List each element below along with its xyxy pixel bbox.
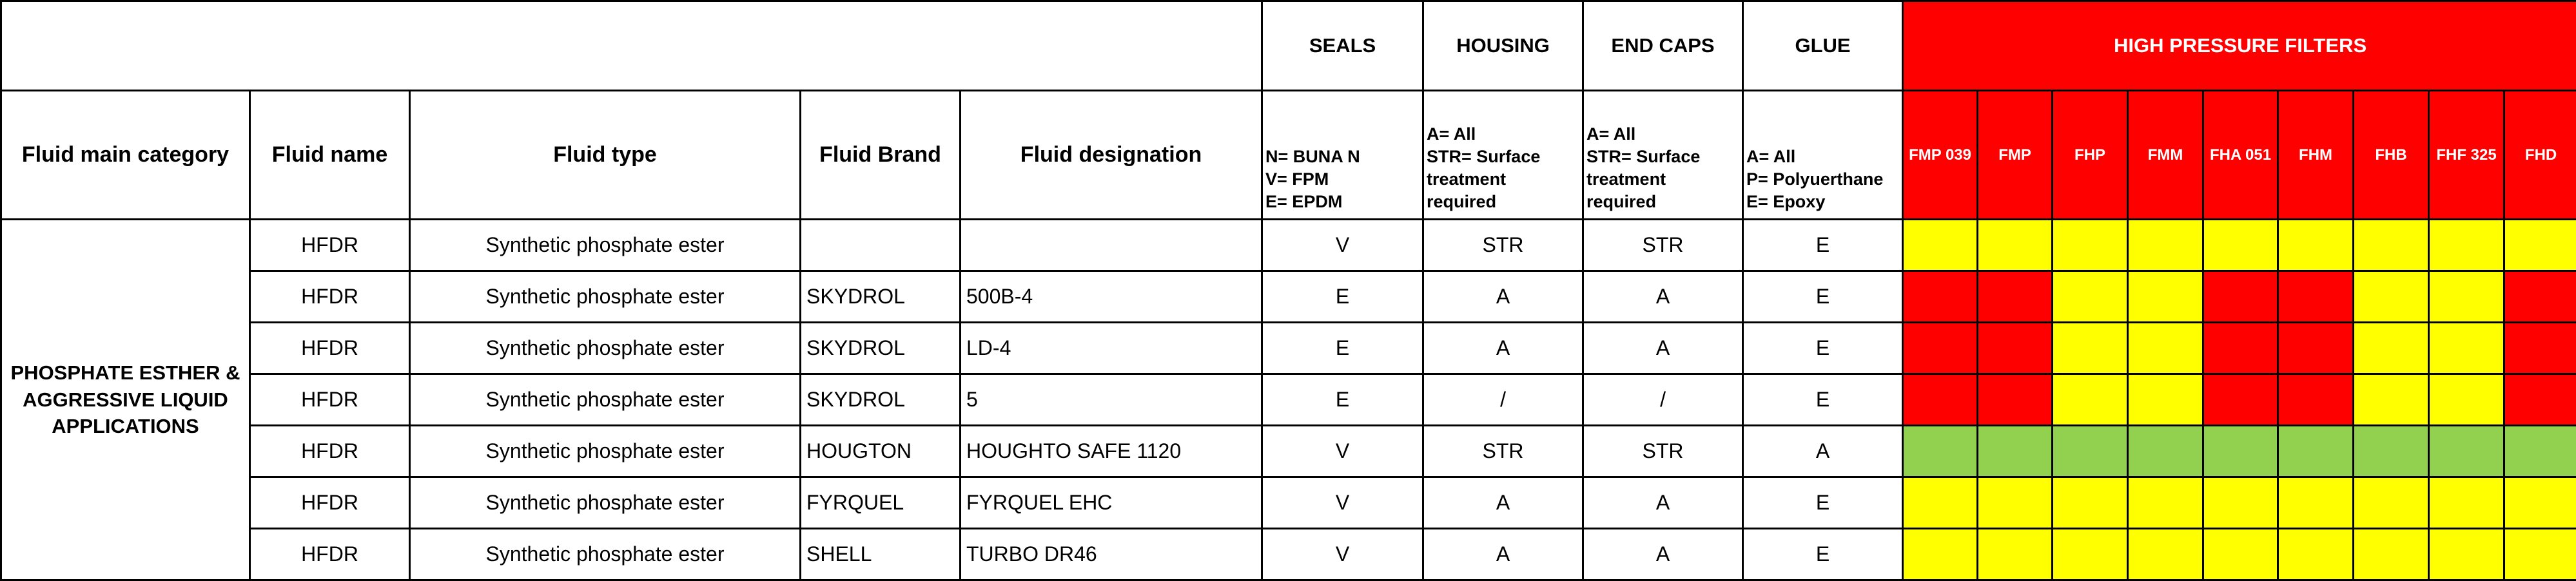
filter-compat-cell xyxy=(2354,271,2429,323)
filter-compat-cell xyxy=(2278,529,2354,580)
filter-compat-cell xyxy=(2354,529,2429,580)
filter-compat-cell xyxy=(2128,477,2203,529)
filter-compat-cell xyxy=(2203,374,2278,426)
filter-compat-cell xyxy=(2053,529,2128,580)
filter-compat-cell xyxy=(2128,323,2203,374)
filter-compat-cell xyxy=(1903,477,1978,529)
filter-compat-cell xyxy=(2504,220,2576,271)
filter-compat-cell xyxy=(2504,271,2576,323)
filter-compat-cell xyxy=(1978,220,2053,271)
housing-legend-line: required xyxy=(1427,191,1497,211)
filter-compat-cell xyxy=(2053,426,2128,477)
fluid-designation-cell: LD-4 xyxy=(961,323,1262,374)
glue-cell: E xyxy=(1743,220,1903,271)
seals-cell: V xyxy=(1262,220,1423,271)
end-caps-cell: STR xyxy=(1583,220,1743,271)
filter-compat-cell xyxy=(1978,271,2053,323)
column-header-row xyxy=(1,91,2576,220)
designation-column-header: Fluid designation xyxy=(961,91,1262,220)
end-caps-cell: A xyxy=(1583,477,1743,529)
filter-compat-cell xyxy=(2278,374,2354,426)
fluid-designation-cell: HOUGHTO SAFE 1120 xyxy=(961,426,1262,477)
filter-compat-cell xyxy=(2053,477,2128,529)
filter-compat-cell xyxy=(2504,323,2576,374)
table-row xyxy=(1,271,2576,323)
end-caps-legend-line: treatment xyxy=(1586,169,1666,189)
filter-compat-cell xyxy=(2278,220,2354,271)
end-caps-cell: / xyxy=(1583,374,1743,426)
glue-legend-line: A= All xyxy=(1746,146,1796,166)
fluid-name-cell: HFDR xyxy=(250,426,410,477)
fluid-brand-cell: SHELL xyxy=(801,529,961,580)
fluid-name-cell: HFDR xyxy=(250,374,410,426)
filter-compat-cell xyxy=(2429,323,2504,374)
table-row xyxy=(1,477,2576,529)
fluid-name-cell: HFDR xyxy=(250,271,410,323)
seals-legend-line: E= EPDM xyxy=(1265,191,1343,211)
glue-cell: E xyxy=(1743,323,1903,374)
glue-group-header: GLUE xyxy=(1743,1,1903,91)
filter-compat-cell xyxy=(2278,426,2354,477)
fluid-name-cell: HFDR xyxy=(250,220,410,271)
filter-compat-cell xyxy=(2504,529,2576,580)
filter-header-fmm: FMM xyxy=(2128,91,2203,220)
glue-cell: E xyxy=(1743,271,1903,323)
filter-compat-cell xyxy=(2203,271,2278,323)
filter-header-fhf-325: FHF 325 xyxy=(2429,91,2504,220)
filter-compat-cell xyxy=(2278,477,2354,529)
filter-compat-cell xyxy=(1903,271,1978,323)
filter-compat-cell xyxy=(2429,271,2504,323)
filter-compat-cell xyxy=(2203,426,2278,477)
type-column-header: Fluid type xyxy=(410,91,801,220)
seals-cell: E xyxy=(1262,323,1423,374)
header-spacer xyxy=(1,1,1262,91)
end-caps-legend-line: STR= Surface xyxy=(1586,146,1701,166)
fluid-brand-cell: SKYDROL xyxy=(801,374,961,426)
seals-legend xyxy=(1262,91,1423,220)
filter-compat-cell xyxy=(2429,477,2504,529)
filter-compat-cell xyxy=(2429,374,2504,426)
filter-compat-cell xyxy=(2278,271,2354,323)
seals-legend-line: N= BUNA N xyxy=(1265,146,1360,166)
housing-group-header: HOUSING xyxy=(1423,1,1583,91)
housing-cell: A xyxy=(1423,323,1583,374)
fluid-type-cell: Synthetic phosphate ester xyxy=(410,323,801,374)
seals-group-header: SEALS xyxy=(1262,1,1423,91)
filter-compat-cell xyxy=(1903,426,1978,477)
filter-compat-cell xyxy=(1978,426,2053,477)
group-header-row xyxy=(1,1,2576,91)
filter-compat-cell xyxy=(2429,220,2504,271)
fluid-name-cell: HFDR xyxy=(250,477,410,529)
glue-cell: E xyxy=(1743,477,1903,529)
fluid-brand-cell: SKYDROL xyxy=(801,271,961,323)
filter-header-fhp: FHP xyxy=(2053,91,2128,220)
seals-cell: V xyxy=(1262,426,1423,477)
seals-cell: V xyxy=(1262,529,1423,580)
filter-compat-cell xyxy=(1903,529,1978,580)
fluid-type-cell: Synthetic phosphate ester xyxy=(410,477,801,529)
fluid-brand-cell: HOUGTON xyxy=(801,426,961,477)
fluid-designation-cell: TURBO DR46 xyxy=(961,529,1262,580)
fluid-brand-cell xyxy=(801,220,961,271)
housing-cell: A xyxy=(1423,271,1583,323)
end-caps-legend xyxy=(1583,91,1743,220)
housing-cell: STR xyxy=(1423,426,1583,477)
fluid-type-cell: Synthetic phosphate ester xyxy=(410,220,801,271)
filter-header-fmp-039: FMP 039 xyxy=(1903,91,1978,220)
table-row xyxy=(1,529,2576,580)
fluid-designation-cell: 5 xyxy=(961,374,1262,426)
housing-legend-line: STR= Surface xyxy=(1427,146,1541,166)
glue-cell: E xyxy=(1743,374,1903,426)
brand-column-header: Fluid Brand xyxy=(801,91,961,220)
fluid-designation-cell: 500B-4 xyxy=(961,271,1262,323)
filter-compat-cell xyxy=(2504,374,2576,426)
seals-cell: E xyxy=(1262,374,1423,426)
filter-header-fmp: FMP xyxy=(1978,91,2053,220)
seals-cell: V xyxy=(1262,477,1423,529)
filter-header-fhd: FHD xyxy=(2504,91,2576,220)
filter-compat-cell xyxy=(1978,477,2053,529)
housing-legend-line: treatment xyxy=(1427,169,1507,189)
end-caps-cell: A xyxy=(1583,271,1743,323)
filter-compat-cell xyxy=(2203,323,2278,374)
fluid-brand-cell: SKYDROL xyxy=(801,323,961,374)
filter-compat-cell xyxy=(2354,323,2429,374)
seals-legend-line: V= FPM xyxy=(1265,169,1329,189)
table-row xyxy=(1,220,2576,271)
filter-header-fhb: FHB xyxy=(2354,91,2429,220)
fluid-type-cell: Synthetic phosphate ester xyxy=(410,374,801,426)
housing-legend xyxy=(1423,91,1583,220)
glue-cell: E xyxy=(1743,529,1903,580)
filter-header-fhm: FHM xyxy=(2278,91,2354,220)
filter-compat-cell xyxy=(1978,323,2053,374)
glue-legend-line: P= Polyuerthane xyxy=(1746,169,1884,189)
end-caps-cell: STR xyxy=(1583,426,1743,477)
housing-cell: A xyxy=(1423,529,1583,580)
end-caps-group-header: END CAPS xyxy=(1583,1,1743,91)
filter-compat-cell xyxy=(1903,374,1978,426)
fluid-name-cell: HFDR xyxy=(250,323,410,374)
filter-compat-cell xyxy=(1903,220,1978,271)
fluid-designation-cell xyxy=(961,220,1262,271)
filter-compat-cell xyxy=(2354,477,2429,529)
fluid-name-cell: HFDR xyxy=(250,529,410,580)
filter-header-fha-051: FHA 051 xyxy=(2203,91,2278,220)
filter-compat-cell xyxy=(2128,271,2203,323)
filter-compat-cell xyxy=(1978,374,2053,426)
housing-cell: / xyxy=(1423,374,1583,426)
filter-compat-cell xyxy=(2128,426,2203,477)
table-row xyxy=(1,426,2576,477)
filter-compat-cell xyxy=(2128,374,2203,426)
filter-compat-cell xyxy=(2504,477,2576,529)
housing-cell: A xyxy=(1423,477,1583,529)
glue-legend xyxy=(1743,91,1903,220)
filter-compat-cell xyxy=(2128,220,2203,271)
end-caps-cell: A xyxy=(1583,529,1743,580)
filter-compat-cell xyxy=(2354,374,2429,426)
filter-compat-cell xyxy=(1903,323,1978,374)
fluid-designation-cell: FYRQUEL EHC xyxy=(961,477,1262,529)
fluid-type-cell: Synthetic phosphate ester xyxy=(410,271,801,323)
name-column-header: Fluid name xyxy=(250,91,410,220)
category-column-header: Fluid main category xyxy=(1,91,250,220)
filter-compat-cell xyxy=(2354,426,2429,477)
filter-compat-cell xyxy=(2053,323,2128,374)
filter-compat-cell xyxy=(2053,271,2128,323)
end-caps-legend-line: required xyxy=(1586,191,1657,211)
end-caps-cell: A xyxy=(1583,323,1743,374)
filter-compat-cell xyxy=(1978,529,2053,580)
glue-legend-line: E= Epoxy xyxy=(1746,191,1826,211)
filter-compat-cell xyxy=(2053,220,2128,271)
filter-compat-cell xyxy=(2128,529,2203,580)
glue-cell: A xyxy=(1743,426,1903,477)
filter-compat-cell xyxy=(2429,529,2504,580)
filter-compat-cell xyxy=(2354,220,2429,271)
filter-compat-cell xyxy=(2203,529,2278,580)
filter-compat-cell xyxy=(2504,426,2576,477)
end-caps-legend-line: A= All xyxy=(1586,124,1636,144)
table-row xyxy=(1,323,2576,374)
filter-compat-cell xyxy=(2203,477,2278,529)
fluid-type-cell: Synthetic phosphate ester xyxy=(410,426,801,477)
filter-compat-cell xyxy=(2203,220,2278,271)
filter-compat-cell xyxy=(2429,426,2504,477)
high-pressure-filters-header: HIGH PRESSURE FILTERS xyxy=(1903,1,2576,91)
fluid-brand-cell: FYRQUEL xyxy=(801,477,961,529)
filter-compat-cell xyxy=(2278,323,2354,374)
table-row xyxy=(1,374,2576,426)
filter-compat-cell xyxy=(2053,374,2128,426)
fluid-type-cell: Synthetic phosphate ester xyxy=(410,529,801,580)
seals-cell: E xyxy=(1262,271,1423,323)
housing-legend-line: A= All xyxy=(1427,124,1476,144)
fluid-category-cell: PHOSPHATE ESTHER & AGGRESSIVE LIQUID APPLICATIONS xyxy=(1,220,250,580)
housing-cell: STR xyxy=(1423,220,1583,271)
